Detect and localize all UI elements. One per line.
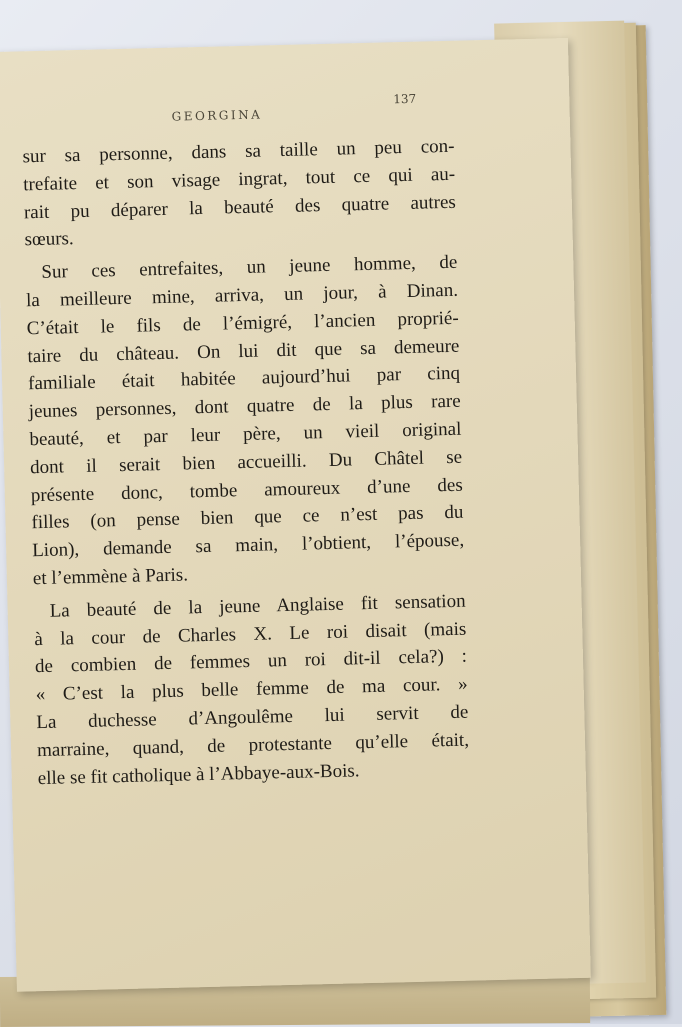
text-line: familiale était habitée aujourd’hui par cinq	[27, 363, 461, 395]
text-line: filles (on pense bien que ce n’est pas du	[31, 502, 464, 534]
page-number: 137	[393, 91, 417, 107]
body-text	[22, 133, 470, 793]
text-line: à la cour de Charles X. Le roi disait (mais	[34, 618, 467, 650]
text-line: C’était le fils de l’émigré, l’ancien proprié-	[26, 307, 459, 340]
text-line: jeunes personnes, dont quatre de la plus rare	[28, 390, 461, 423]
text-line: marraine, quand, de protestante qu’elle était,	[36, 729, 470, 761]
text-line: taire du château. On lui dit que sa demeure	[27, 335, 460, 367]
text-line: Sur ces entrefaites, un jeune homme, de	[41, 251, 458, 284]
running-head: GEORGINA	[171, 107, 263, 124]
text-line: la meilleure mine, arriva, un jour, à Dinan.	[25, 279, 459, 312]
text-line: trefaite et son visage ingrat, tout ce qui au-	[22, 163, 456, 196]
book-page	[0, 38, 591, 992]
text-line: sœurs.	[24, 228, 74, 251]
text-line: dont il serait bien accueilli. Du Châtel se	[29, 446, 463, 479]
text-line: La beauté de la jeune Anglaise fit sensation	[49, 590, 466, 622]
text-line: Lion), demande sa main, l’obtient, l’épouse,	[31, 529, 465, 562]
text-line: présente donc, tombe amoureux d’une des	[30, 474, 463, 506]
text-line: beauté, et par leur père, un vieil original	[29, 418, 462, 451]
text-line: La duchesse d’Angoulême lui servit de	[36, 701, 469, 734]
text-line: sur sa personne, dans sa taille un peu con-	[22, 135, 455, 168]
text-line: elle se fit catholique à l’Abbaye-aux-Bois.	[37, 759, 360, 789]
text-line: et l’emmène à Paris.	[32, 564, 189, 590]
text-line: rait pu déparer la beauté des quatre autres	[23, 191, 457, 223]
text-line: de combien de femmes un roi dit-il cela?) :	[34, 645, 468, 678]
text-line: « C’est la plus belle femme de ma cour. »	[35, 673, 468, 706]
